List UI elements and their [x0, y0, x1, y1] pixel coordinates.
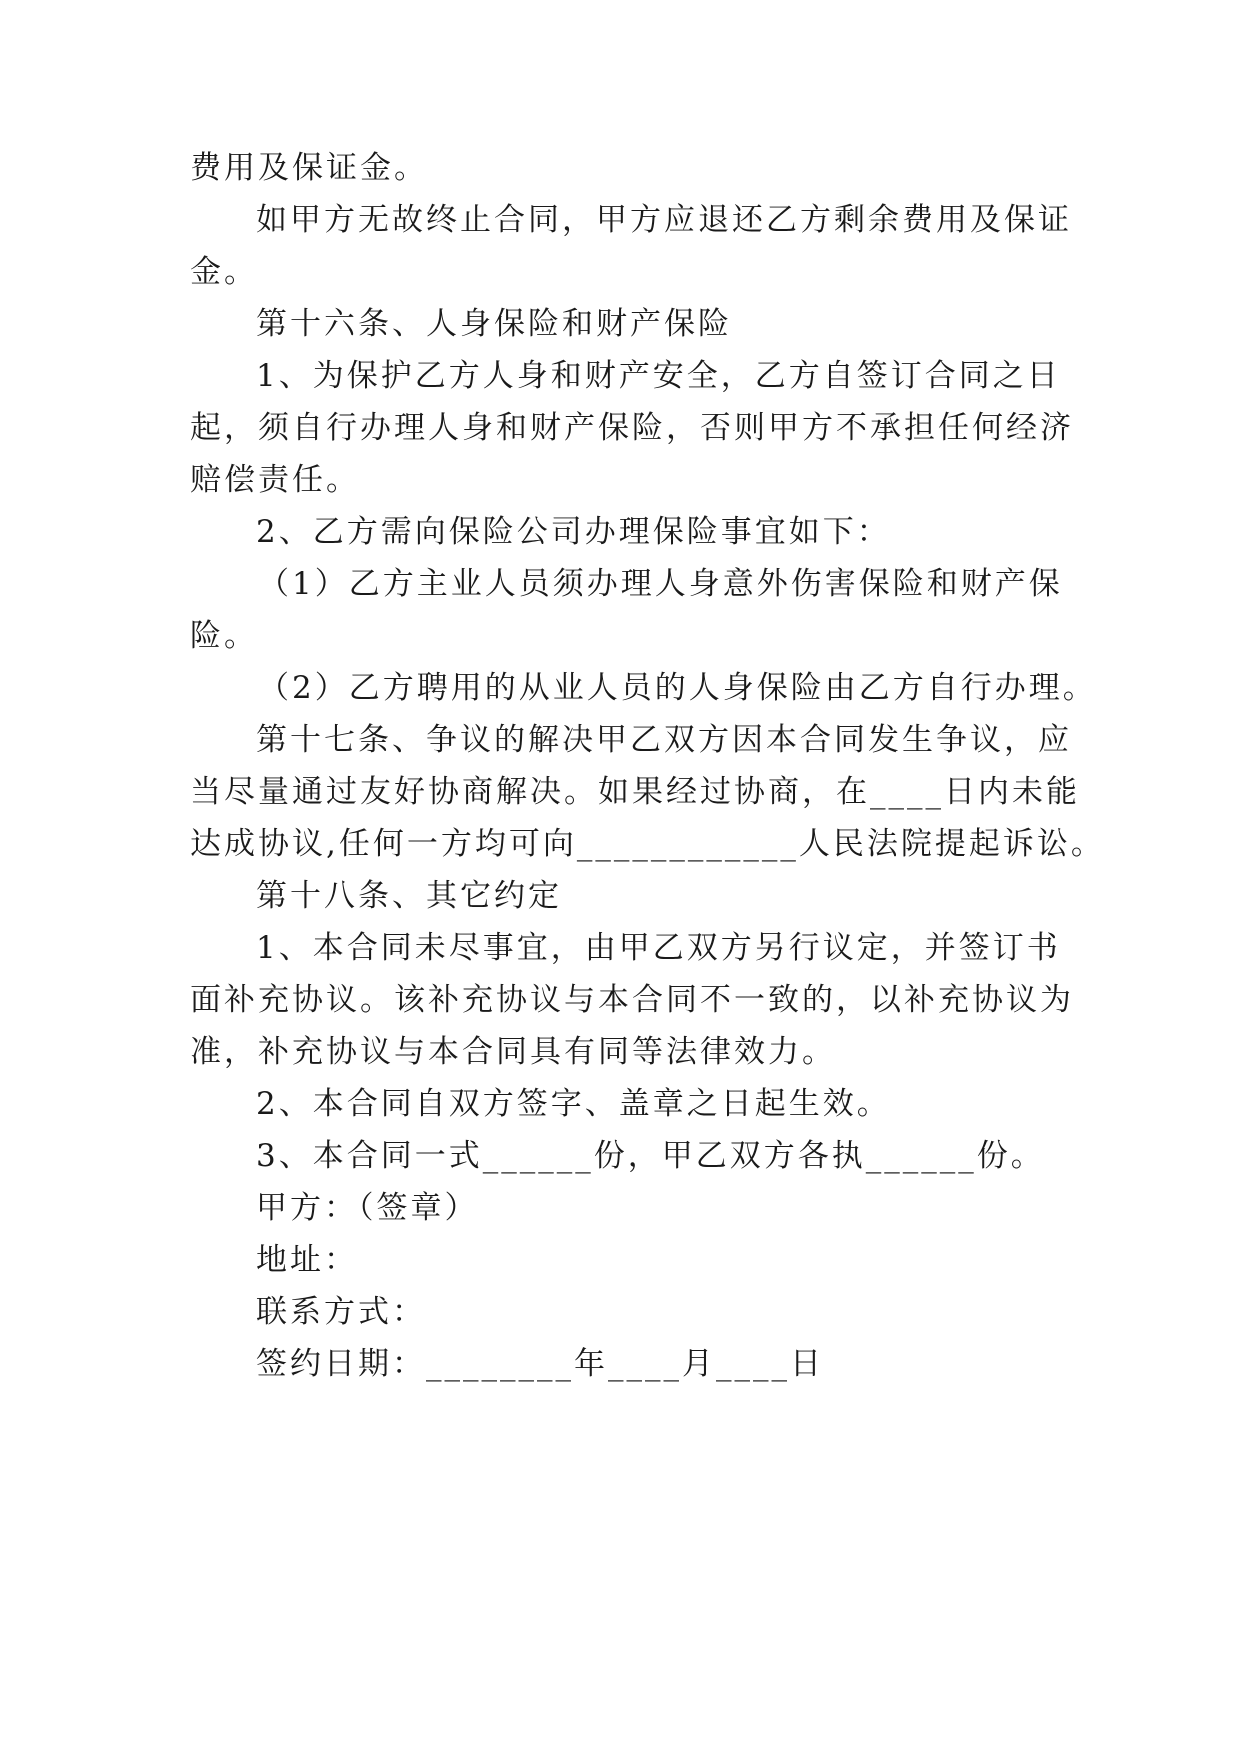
- text-line-20: 3、本合同一式______份，甲乙双方各执______份。: [256, 1138, 1045, 1174]
- text-line-1: 费用及保证金。: [190, 150, 428, 186]
- text-line-8: 2、乙方需向保险公司办理保险事宜如下：: [256, 514, 891, 550]
- text-line-6: 起，须自行办理人身和财产保险，否则甲方不承担任何经济: [190, 410, 1074, 446]
- text-line-18: 准，补充协议与本合同具有同等法律效力。: [190, 1034, 836, 1070]
- text-line-13: 当尽量通过友好协商解决。如果经过协商，在____日内未能: [190, 774, 1080, 810]
- text-line-3: 金。: [190, 254, 258, 290]
- text-line-14: 达成协议,任何一方均可向____________人民法院提起诉讼。: [190, 826, 1105, 862]
- text-line-7: 赔偿责任。: [190, 462, 360, 498]
- text-line-11: （2）乙方聘用的从业人员的人身保险由乙方自行办理。: [258, 670, 1097, 706]
- section-heading-16: 第十六条、人身保险和财产保险: [256, 306, 732, 342]
- text-line-17: 面补充协议。该补充协议与本合同不一致的，以补充协议为: [190, 982, 1074, 1018]
- text-line-19: 2、本合同自双方签字、盖章之日起生效。: [256, 1086, 891, 1122]
- section-heading-17: 第十七条、争议的解决甲乙双方因本合同发生争议，应: [256, 722, 1072, 758]
- text-line-16: 1、本合同未尽事宜，由甲乙双方另行议定，并签订书: [256, 930, 1061, 966]
- text-line-9: （1）乙方主业人员须办理人身意外伤害保险和财产保: [258, 566, 1063, 602]
- signing-date: 签约日期：________年____月____日: [256, 1346, 824, 1382]
- section-heading-18: 第十八条、其它约定: [256, 878, 562, 914]
- contact-label: 联系方式：: [256, 1294, 426, 1330]
- text-line-2: 如甲方无故终止合同，甲方应退还乙方剩余费用及保证: [256, 202, 1072, 238]
- address-label: 地址：: [256, 1242, 358, 1278]
- text-line-5: 1、为保护乙方人身和财产安全，乙方自签订合同之日: [256, 358, 1061, 394]
- party-a-signature: 甲方：（签章）: [256, 1190, 479, 1226]
- text-line-10: 险。: [190, 618, 258, 654]
